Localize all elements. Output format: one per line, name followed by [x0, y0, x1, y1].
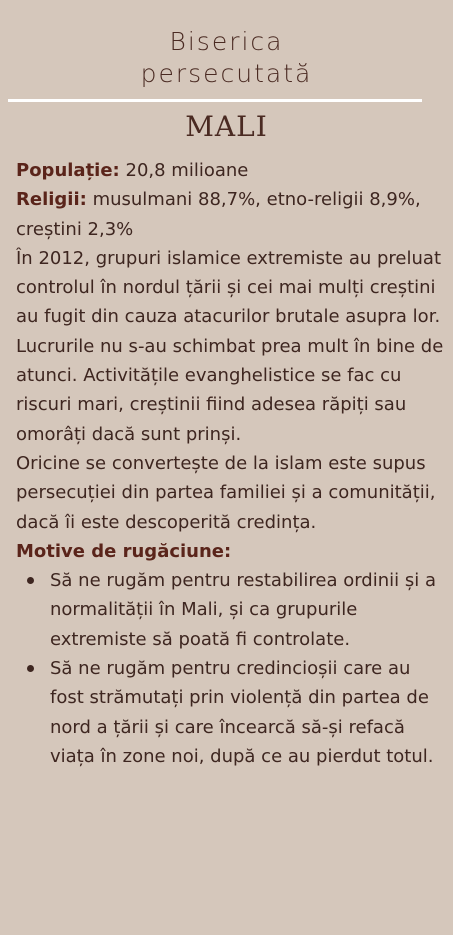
population-line [16, 156, 446, 185]
paragraph-conversion: Oricine se convertește de la islam este supus persecuției din partea familiei și a comunității, dacă îi este descoperită credința. [16, 452, 436, 533]
prayer-item-text: Să ne rugăm pentru restabilirea ordinii și a normalității în Mali, și ca grupurile extremiste să poată fi controlate. [50, 570, 436, 650]
card-title-line-1: Biserica [169, 27, 284, 56]
prayer-list [16, 566, 446, 771]
title-divider [8, 99, 422, 102]
religions-label: Religii: [16, 189, 87, 211]
population-value: 20,8 milioane [119, 160, 249, 181]
card-body [16, 156, 446, 771]
paragraph-situation: În 2012, grupuri islamice extremiste au preluat controlul în nordul țării și cei mai mulți creștini au fugit din cauza atacurilor brutale asupra lor. Lucrurile nu s-au schimbat prea mult în bine de atunci. Activitățile evanghelistice se fac cu riscuri mari, creștinii fiind adesea răpiți sau omorâți dacă sunt prinși. [16, 247, 444, 445]
prayer-section-title: Motive de rugăciune: [16, 540, 232, 562]
prayer-item [16, 566, 446, 654]
prayer-item [16, 654, 446, 771]
population-label: Populație: [16, 160, 120, 181]
card-title [0, 26, 453, 90]
bullet-icon [27, 665, 34, 672]
prayer-item-text: Să ne rugăm pentru credincioșii care au fost strămutați prin violență din partea de nord a țării și care încearcă să-și refacă viața în zone noi, după ce au pierdut totul. [50, 658, 434, 767]
bullet-icon [27, 577, 34, 584]
religions-value: musulmani 88,7%, etno-religii 8,9%, creștini 2,3% [16, 189, 421, 240]
religions-line [16, 185, 446, 244]
country-name: MALI [185, 110, 268, 143]
card-title-line-2: persecutată [140, 59, 313, 88]
